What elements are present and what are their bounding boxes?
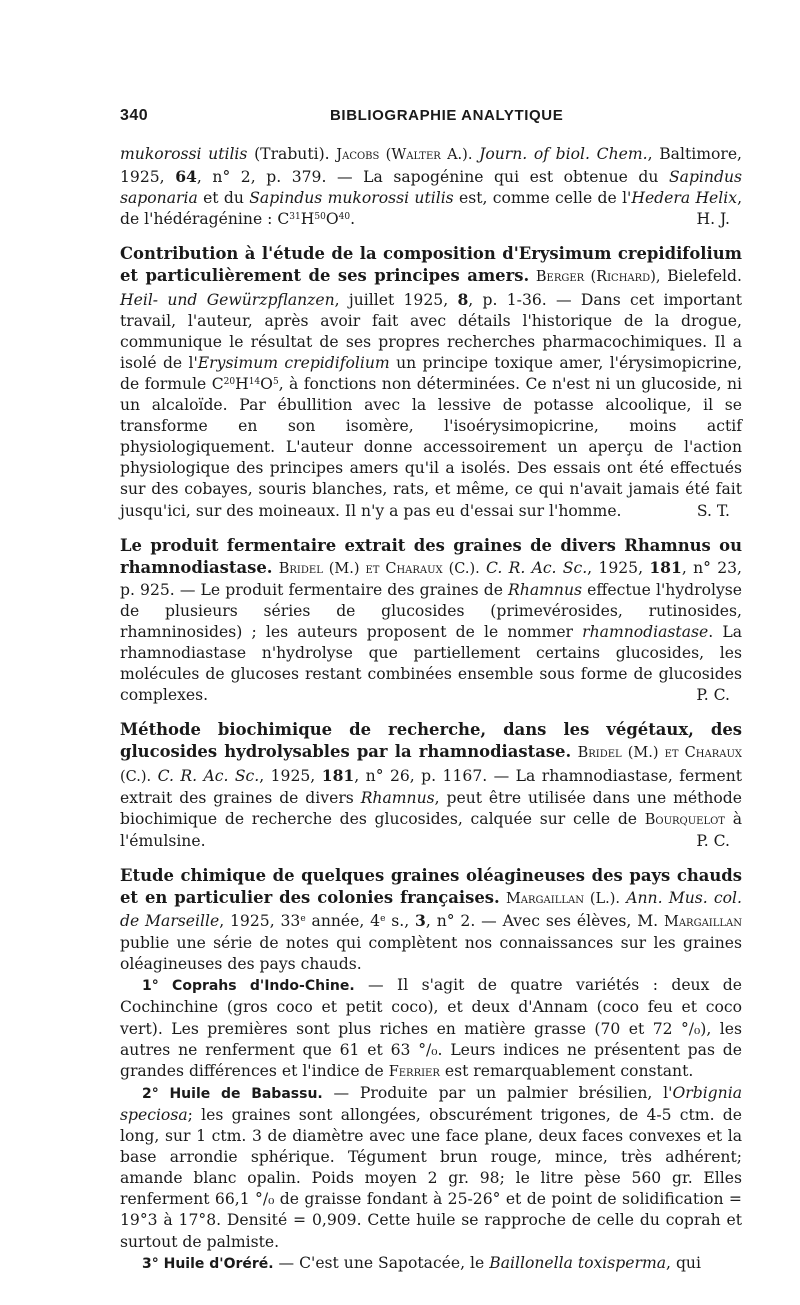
page-number: 340 — [120, 107, 149, 124]
entry-erysimum: Contribution à l'étude de la composition d'Erysimum crepidifolium et particulièrement de ses principes amers. Berger (Richard), Bielefeld. Heil- und Gewürzpflanzen, juillet 1925, 8, p. 1-36. — Dans cet important travail, l'auteur, après avoir fait avec détails l'historique de la drogue, communique le résultat de ses propres recherches pharmacochimiques. Il a isolé de l'Erysimum crepidifolium un principe toxique amer, l'érysimopicrine, de formule $C^{20}H^{14}O^5$, à fonctions non déterminées. Ce n'est ni un glucoside, ni un alcaloïde. Par ébullition avec la lessive de potasse alcoolique, il se transforme en son isomère, l'isoérysimopicrine, moins actif physiologiquement. L'auteur donne accessoirement un aperçu de l'action physiologique des principes amers qu'il a isolés. Des essais ont été effectués sur des cobayes, souris blanches, rats, et même, ce qui n'avait jamais été fait jusqu'ici, sur des moineaux. Il n'y a pas eu d'essai sur l'homme. S. T. — [120, 243, 742, 521]
entry-graines-oleagineuses: Etude chimique de quelques graines oléagineuses des pays chauds et en particulier des colonies françaises. Margaillan (L.). Ann. Mus. col. de Marseille, 1925, 33e année, 4e s., 3, n° 2. — Avec ses élèves, M. Margaillan publie une série de notes qui complètent nos connaissances sur les graines oléagineuses des pays chauds. — [120, 865, 742, 974]
journal: C. R. Ac. Sc. — [486, 558, 588, 577]
entry-sapogenine: mukorossi utilis (Trabuti). Jacobs (Walter A.). Journ. of biol. Chem., Baltimore, 1925, 64, n° 2, p. 379. — La sapogénine qui est obtenue du Sapindus saponaria et du Sapindus mukorossi utilis est, comme celle de l'Hedera Helix, de l'hédéragénine : $C^{31}H^{50}O^{40}$. H. J. — [120, 144, 742, 230]
entry-title: Contribution à l'étude de la composition d'Erysimum crepidifolium et particulièrement de ses principes amers. — [120, 244, 742, 286]
paragraph-babassu: 2° Huile de Babassu. — Produite par un palmier brésilien, l'Orbignia speciosa; les graines sont allongées, obscurément trigones, de 4-5 ctm. de long, sur 1 ctm. 3 de diamètre avec une face plane, deux faces convexes et la base arrondie sphérique. Tégument brun rouge, mince, très adhérent; amande blanc opalin. Poids moyen 2 gr. 98; le litre pèse 560 gr. Elles renferment 66,1 °/₀ de graisse fondant à 25-26° et de point de solidification = 19°3 à 17°8. Densité = 0,909. Cette huile se rapproche de celle du coprah et surtout de palmiste. — [120, 1083, 742, 1251]
signature: H. J. — [696, 210, 730, 229]
signature: S. T. — [696, 501, 730, 520]
volume: 181 — [321, 765, 355, 785]
paragraph-label: 3° Huile d'Oréré. — [142, 1255, 274, 1272]
paragraph-label: 2° Huile de Babassu. — [142, 1085, 323, 1102]
journal: Heil- und Gewürzpflanzen — [120, 290, 335, 309]
volume: 8 — [457, 289, 469, 309]
volume: 3 — [415, 911, 426, 931]
volume: 181 — [649, 557, 682, 577]
paragraph-orere: 3° Huile d'Oréré. — C'est une Sapotacée, le Baillonella toxisperma, qui — [142, 1253, 701, 1272]
signature: P. C. — [696, 831, 730, 850]
page-header — [120, 107, 740, 131]
journal: Journ. of biol. Chem. — [479, 145, 648, 163]
entry-methode-biochimique: Méthode biochimique de recherche, dans les végétaux, des glucosides hydrolysables par la rhamnodiastase. Bridel (M.) et Charaux (C.). C. R. Ac. Sc., 1925, 181, n° 26, p. 1167. — La rhamnodiastase, ferment extrait des graines de divers Rhamnus, peut être utilisée dans une méthode biochimique de recherche des glucosides, calquée sur celle de Bourquelot à l'émulsine. P. C. — [120, 719, 742, 852]
paragraph-label: 1° Coprahs d'Indo-Chine. — [142, 978, 355, 995]
journal: C. R. Ac. Sc. — [157, 766, 260, 785]
author: Jacobs (Walter A.). — [336, 147, 473, 163]
running-head: BIBLIOGRAPHIE ANALYTIQUE — [330, 107, 564, 124]
paragraph-coprahs: 1° Coprahs d'Indo-Chine. — Il s'agit de quatre variétés : deux de Cochinchine (gros coco et petit coco), et deux d'Annam (coco feu et coco vert). Les premières sont plus riches en matière grasse (70 et 72 °/₀), les autres ne renferment que 61 et 63 °/₀. Leurs indices ne présentent pas de grandes différences et l'indice de Ferrier est remarquablement constant. — [120, 976, 742, 1080]
entry-title: Méthode biochimique de recherche, dans les végétaux, des glucosides hydrolysables par la rhamnodiastase. — [120, 720, 742, 762]
entry-rhamnodiastase: Le produit fermentaire extrait des graines de divers Rhamnus ou rhamnodiastase. Bridel (M.) et Charaux (C.). C. R. Ac. Sc., 1925, 181, n° 23, p. 925. — Le produit fermentaire des graines de Rhamnus effectue l'hydrolyse de plusieurs séries de glucosides (primevérosides, rutinosides, rhamninosides) ; les auteurs proposent de le nommer rhamnodiastase. La rhamnodiastase n'hydrolyse que partiellement certains glucosides, les molécules de glucoses restant combinées ensemble sous forme de glucosides complexes. P. C. — [120, 535, 742, 707]
entry-title: Le produit fermentaire extrait des graines de divers Rhamnus ou rhamnodiastase. — [120, 535, 742, 577]
author: Bridel (M.) et Charaux (C.). — [120, 745, 742, 785]
volume: 64 — [175, 167, 197, 187]
author: Bridel (M.) et Charaux (C.). — [278, 560, 480, 577]
journal: Ann. Mus. col. de Marseille — [120, 889, 742, 931]
page-body — [120, 144, 742, 1275]
signature: P. C. — [696, 686, 730, 705]
entry-title: Etude chimique de quelques graines oléagineuses des pays chauds et en particulier des colonies françaises. — [120, 865, 742, 907]
author: Margaillan (L.). — [505, 891, 620, 907]
author: Berger (Richard), — [535, 269, 661, 286]
